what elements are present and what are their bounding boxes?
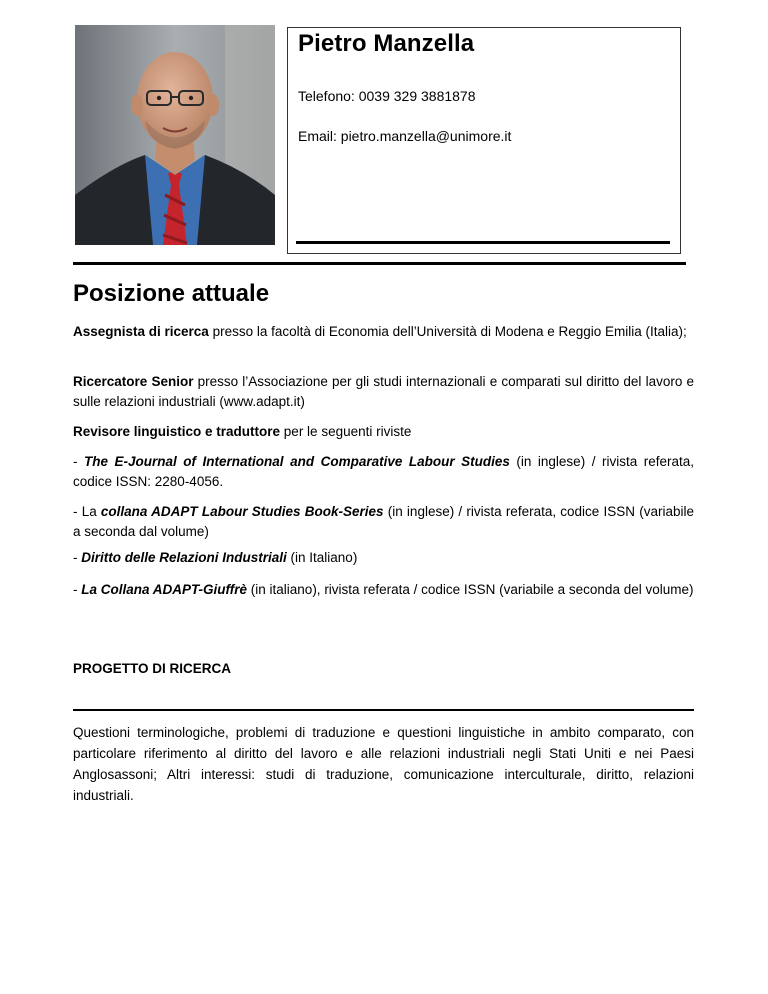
list-dash: - — [73, 582, 82, 597]
section-title-position: Posizione attuale — [73, 280, 270, 307]
journal-details: (in inglese) / rivista referata, codice ISSN: 2280-4056. — [73, 454, 695, 489]
section-title-project: PROGETTO DI RICERCA — [73, 661, 232, 676]
email-address[interactable]: Email: pietro.manzella@unimore.it — [298, 128, 512, 144]
contact-box — [287, 27, 681, 254]
phone-number: Telefono: 0039 329 3881878 — [298, 88, 476, 104]
role-label: Assegnista di ricerca — [73, 324, 209, 339]
journal-details: (in Italiano) — [286, 550, 358, 565]
position-paragraph-1 — [73, 322, 694, 342]
project-divider — [73, 709, 694, 711]
person-name: Pietro Manzella — [298, 30, 475, 57]
journal-details: (in inglese) / rivista referata, codice ISSN (variabile a seconda dal volume) — [73, 504, 694, 539]
journal-item-1 — [73, 452, 694, 492]
position-paragraph-3 — [73, 422, 694, 442]
profile-photo — [75, 25, 275, 245]
list-dash: - — [73, 454, 85, 469]
role-text: presso la facoltà di Economia dell’Università di Modena e Reggio Emilia (Italia); — [208, 324, 687, 339]
journal-title: collana ADAPT Labour Studies Book-Series — [100, 504, 384, 519]
project-description: Questioni terminologiche, problemi di traduzione e questioni linguistiche in ambito comparato, con particolare riferimento al diritto del lavoro e alle relazioni industriali negli Stati Uniti e nei Paesi Anglosassoni; Altri interessi: studi di traduzione, comunicazione interculturale, diritto, relazioni industriali. — [73, 725, 694, 803]
header-divider — [73, 262, 686, 265]
journal-item-4 — [73, 580, 694, 600]
journal-title: La Collana ADAPT-Giuffrè — [81, 582, 248, 597]
position-paragraph-2 — [73, 372, 694, 412]
role-label: Ricercatore Senior — [73, 374, 194, 389]
role-text: presso l’Associazione per gli studi internazionali e comparati sul diritto del lavoro e sulle relazioni industriali (www.adapt.it) — [73, 374, 694, 409]
journal-title: The E-Journal of International and Comparative Labour Studies — [84, 454, 510, 469]
journal-title: Diritto delle Relazioni Industriali — [81, 550, 287, 565]
journal-item-3 — [73, 548, 694, 568]
list-dash: - La — [73, 504, 101, 519]
role-text: per le seguenti riviste — [280, 424, 412, 439]
role-label: Revisore linguistico e traduttore — [73, 424, 281, 439]
contact-box-divider — [296, 241, 670, 244]
journal-details: (in italiano), rivista referata / codice ISSN (variabile a seconda del volume) — [247, 582, 694, 597]
list-dash: - — [73, 550, 82, 565]
journal-item-2 — [73, 502, 694, 542]
